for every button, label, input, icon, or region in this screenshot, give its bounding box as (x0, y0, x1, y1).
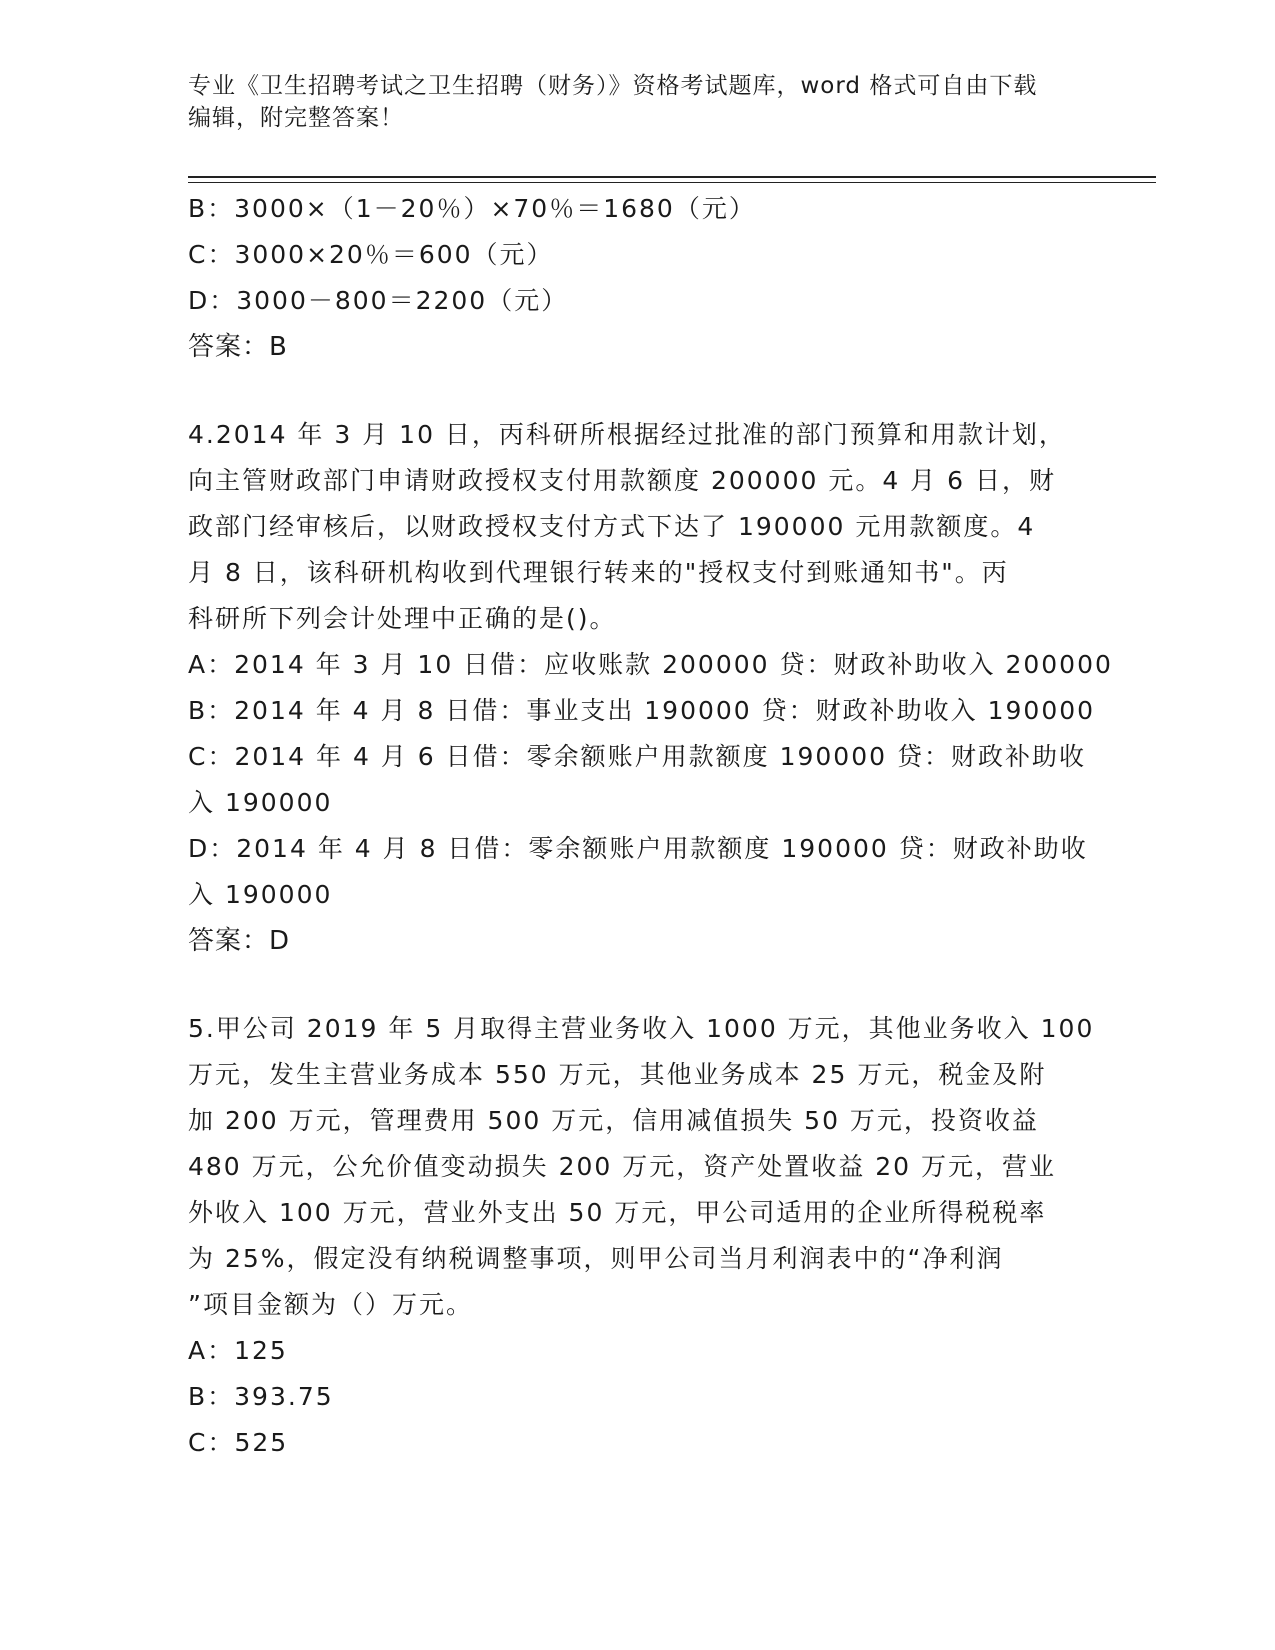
question-3 (188, 186, 1088, 370)
option-a: A：2014 年 3 月 10 日借：应收账款 200000 贷：财政补助收入 200000 (188, 650, 1113, 679)
question-5 (188, 1006, 1095, 1466)
option-c: C：3000×20％＝600（元） (188, 240, 554, 269)
question-stem-line: 科研所下列会计处理中正确的是()。 (188, 604, 617, 633)
question-stem-line: 政部门经审核后，以财政授权支付方式下达了 190000 元用款额度。4 (188, 512, 1036, 541)
header-line-1: 专业《卫生招聘考试之卫生招聘（财务）》资格考试题库，word 格式可自由下载 (188, 73, 1038, 99)
answer-line: 答案：B (188, 332, 288, 362)
question-stem-line: 万元，发生主营业务成本 550 万元，其他业务成本 25 万元，税金及附 (188, 1060, 1047, 1089)
spacer (188, 370, 1088, 412)
question-stem-line: 加 200 万元，管理费用 500 万元，信用减值损失 50 万元，投资收益 (188, 1106, 1039, 1135)
question-stem-line: 5.甲公司 2019 年 5 月取得主营业务收入 1000 万元，其他业务收入 100 (188, 1014, 1095, 1043)
option-b: B：2014 年 4 月 8 日借：事业支出 190000 贷：财政补助收入 190000 (188, 696, 1096, 725)
question-stem-line: 向主管财政部门申请财政授权支付用款额度 200000 元。4 月 6 日，财 (188, 466, 1056, 495)
option-c-continued: 入 190000 (188, 788, 333, 817)
option-b: B：3000×（1－20％）×70％＝1680（元） (188, 194, 756, 223)
header-line-2: 编辑，附完整答案！ (188, 105, 404, 131)
option-d: D：2014 年 4 月 8 日借：零余额账户用款额度 190000 贷：财政补助收 (188, 834, 1088, 863)
spacer (188, 964, 1088, 1006)
question-4 (188, 412, 1113, 964)
option-d: D：3000－800＝2200（元） (188, 286, 569, 315)
header-divider-thin (188, 182, 1156, 183)
question-stem-line: 外收入 100 万元，营业外支出 50 万元，甲公司适用的企业所得税税率 (188, 1198, 1047, 1227)
question-stem-line: 480 万元，公允价值变动损失 200 万元，资产处置收益 20 万元，营业 (188, 1152, 1056, 1181)
option-b: B：393.75 (188, 1382, 334, 1411)
question-stem-line: 月 8 日，该科研机构收到代理银行转来的"授权支付到账通知书"。丙 (188, 558, 1009, 587)
option-d-continued: 入 190000 (188, 880, 333, 909)
document-body (188, 186, 1113, 1466)
option-c: C：2014 年 4 月 6 日借：零余额账户用款额度 190000 贷：财政补助收 (188, 742, 1086, 771)
header-divider-thick (188, 176, 1156, 178)
question-stem-line: 为 25%，假定没有纳税调整事项，则甲公司当月利润表中的“净利润 (188, 1244, 1004, 1273)
option-c: C：525 (188, 1428, 289, 1457)
answer-line: 答案：D (188, 926, 291, 956)
question-stem-line: ”项目金额为（）万元。 (188, 1290, 473, 1319)
document-header (188, 70, 1088, 134)
option-a: A：125 (188, 1336, 288, 1365)
question-stem-line: 4.2014 年 3 月 10 日，丙科研所根据经过批准的部门预算和用款计划， (188, 420, 1066, 449)
